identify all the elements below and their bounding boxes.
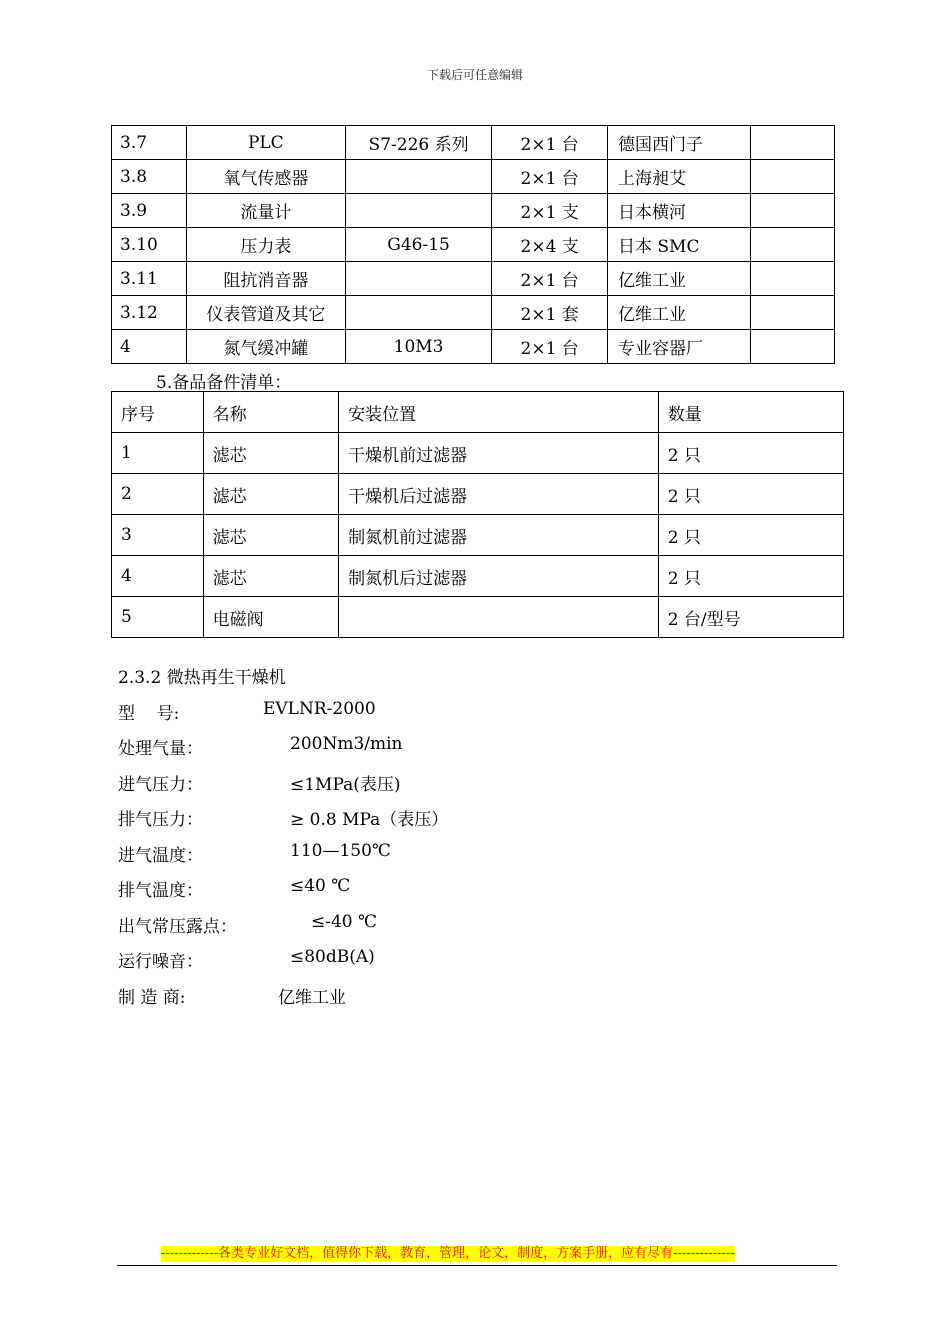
item-number: 3.8 [112, 160, 187, 194]
equipment-row [112, 228, 835, 262]
spare-parts-table [111, 391, 844, 638]
item-manufacturer: 日本横河 [607, 194, 750, 228]
item-number: 3.11 [112, 262, 187, 296]
spare-location [339, 597, 659, 638]
item-manufacturer: 上海昶艾 [607, 160, 750, 194]
item-name: PLC [186, 126, 345, 160]
item-name: 氮气缓冲罐 [186, 330, 345, 364]
item-quantity: 2×1 套 [492, 296, 608, 330]
spare-index: 1 [112, 433, 204, 474]
equipment-row [112, 296, 835, 330]
item-number: 3.9 [112, 194, 187, 228]
item-remark [751, 262, 835, 296]
item-model: S7-226 系列 [345, 126, 492, 160]
item-remark [751, 228, 835, 262]
spec-value: EVLNR-2000 [263, 699, 376, 719]
spec-line [118, 841, 391, 866]
equipment-row [112, 160, 835, 194]
header-note: 下载后可任意编辑 [426, 68, 523, 82]
spare-row [112, 515, 844, 556]
header-name: 名称 [203, 392, 338, 433]
item-manufacturer: 专业容器厂 [607, 330, 750, 364]
spec-line [118, 770, 401, 795]
spec-line [118, 805, 449, 830]
equipment-row [112, 194, 835, 228]
spare-row [112, 474, 844, 515]
spare-row [112, 597, 844, 638]
item-name: 流量计 [186, 194, 345, 228]
footer-note: -------------各类专业好文档，值得你下载，教育，管理，论文，制度，方案手册，应有尽有-------------- [161, 1246, 735, 1261]
item-remark [751, 160, 835, 194]
item-name: 氧气传感器 [186, 160, 345, 194]
spec-label: 进气压力： [118, 775, 203, 795]
item-quantity: 2×1 台 [492, 126, 608, 160]
item-name: 仪表管道及其它 [186, 296, 345, 330]
equipment-row [112, 126, 835, 160]
item-quantity: 2×4 支 [492, 228, 608, 262]
item-quantity: 2×1 台 [492, 330, 608, 364]
spec-value: 200Nm3/min [290, 734, 403, 754]
spare-index: 3 [112, 515, 204, 556]
header-quantity: 数量 [658, 392, 843, 433]
spec-label: 制 造 商: [118, 988, 186, 1008]
spare-location: 干燥机前过滤器 [339, 433, 659, 474]
item-quantity: 2×1 台 [492, 160, 608, 194]
spare-header-row [112, 392, 844, 433]
footer-divider [117, 1265, 837, 1266]
item-manufacturer: 亿维工业 [607, 262, 750, 296]
item-remark [751, 194, 835, 228]
item-model: 10M3 [345, 330, 492, 364]
spec-value: ≤-40 ℃ [311, 912, 378, 932]
spare-name: 滤芯 [203, 556, 338, 597]
item-model [345, 262, 492, 296]
spec-value: ≤40 ℃ [290, 876, 351, 896]
item-manufacturer: 德国西门子 [607, 126, 750, 160]
spare-quantity: 2 只 [658, 556, 843, 597]
item-model [345, 194, 492, 228]
spare-parts-title: 5.备品备件清单： [156, 373, 292, 393]
item-model [345, 296, 492, 330]
item-name: 阻抗消音器 [186, 262, 345, 296]
spare-name: 滤芯 [203, 433, 338, 474]
item-remark [751, 296, 835, 330]
spare-location: 制氮机前过滤器 [339, 515, 659, 556]
spec-value: 亿维工业 [278, 988, 346, 1008]
item-quantity: 2×1 支 [492, 194, 608, 228]
spare-name: 滤芯 [203, 474, 338, 515]
spec-label: 排气压力： [118, 810, 203, 830]
spec-label: 进气温度： [118, 846, 203, 866]
spare-index: 4 [112, 556, 204, 597]
spec-line [118, 734, 403, 759]
equipment-row [112, 330, 835, 364]
spec-label: 出气常压露点： [118, 917, 237, 937]
spare-name: 电磁阀 [203, 597, 338, 638]
equipment-row [112, 262, 835, 296]
spec-value: ≥ 0.8 MPa（表压） [290, 810, 449, 830]
item-number: 3.12 [112, 296, 187, 330]
spare-index: 2 [112, 474, 204, 515]
spec-label: 型 号: [118, 704, 180, 724]
item-number: 3.7 [112, 126, 187, 160]
spare-name: 滤芯 [203, 515, 338, 556]
item-remark [751, 330, 835, 364]
spare-location: 干燥机后过滤器 [339, 474, 659, 515]
item-quantity: 2×1 台 [492, 262, 608, 296]
dryer-section-title: 2.3.2 微热再生干燥机 [118, 668, 286, 688]
spec-label: 运行噪音： [118, 952, 203, 972]
spare-row [112, 433, 844, 474]
spec-value: ≤80dB(A) [290, 947, 375, 967]
spare-location: 制氮机后过滤器 [339, 556, 659, 597]
spare-quantity: 2 只 [658, 515, 843, 556]
spec-label: 排气温度： [118, 881, 203, 901]
item-number: 3.10 [112, 228, 187, 262]
spec-line [118, 983, 346, 1008]
spare-index: 5 [112, 597, 204, 638]
item-manufacturer: 亿维工业 [607, 296, 750, 330]
item-number: 4 [112, 330, 187, 364]
spare-quantity: 2 只 [658, 433, 843, 474]
equipment-table [111, 125, 835, 364]
item-manufacturer: 日本 SMC [607, 228, 750, 262]
item-model [345, 160, 492, 194]
spec-line [118, 876, 351, 901]
spare-quantity: 2 台/型号 [658, 597, 843, 638]
spec-value: ≤1MPa(表压) [290, 775, 401, 795]
header-location: 安装位置 [339, 392, 659, 433]
spec-value: 110—150℃ [290, 841, 391, 861]
spec-line [118, 699, 376, 724]
spec-line [118, 947, 375, 972]
spare-quantity: 2 只 [658, 474, 843, 515]
spec-line [118, 912, 378, 937]
header-index: 序号 [112, 392, 204, 433]
spare-row [112, 556, 844, 597]
item-remark [751, 126, 835, 160]
item-model: G46-15 [345, 228, 492, 262]
item-name: 压力表 [186, 228, 345, 262]
spec-label: 处理气量： [118, 739, 203, 759]
